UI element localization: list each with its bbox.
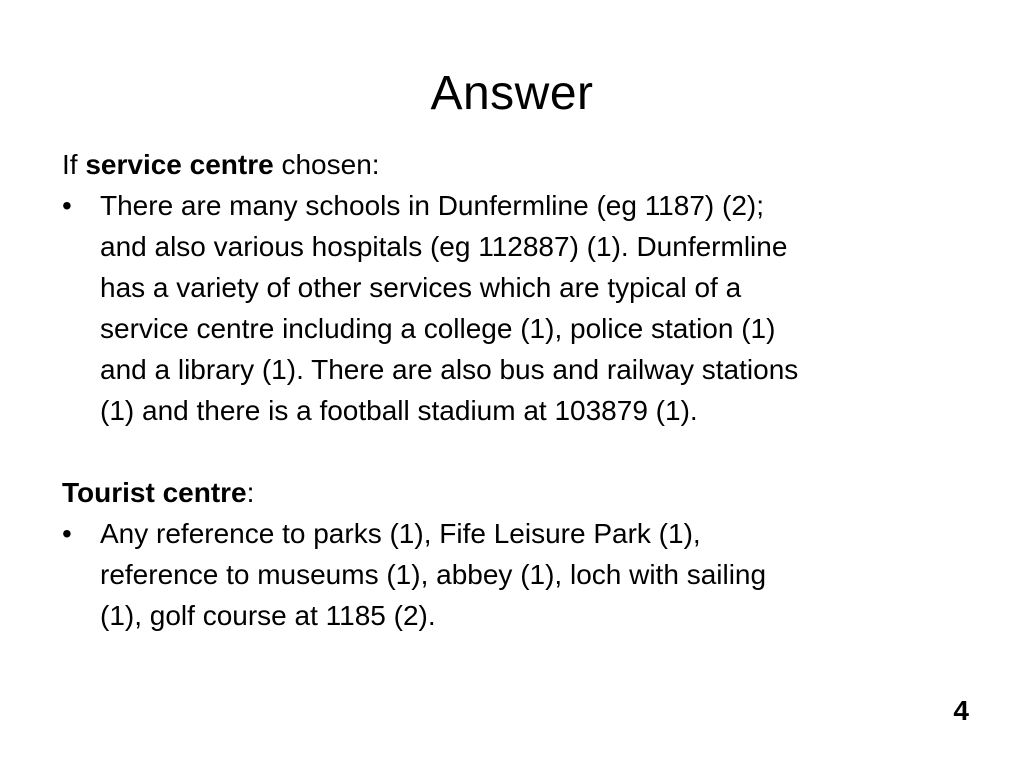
intro-bold: service centre bbox=[85, 149, 274, 180]
bullet-line: Any reference to parks (1), Fife Leisure Park (1), bbox=[100, 518, 701, 549]
bullet-line: service centre including a college (1), police station (1) bbox=[100, 313, 776, 344]
page-number: 4 bbox=[953, 695, 969, 726]
heading-bold: Tourist centre bbox=[62, 477, 247, 508]
bullet-line: There are many schools in Dunfermline (eg 1187) (2); bbox=[100, 190, 765, 221]
heading-suffix: : bbox=[246, 477, 255, 508]
bullet-line: and a library (1). There are also bus and railway stations bbox=[100, 354, 799, 385]
service-centre-intro bbox=[62, 144, 982, 185]
tourist-centre-heading bbox=[62, 472, 982, 513]
section-spacer bbox=[62, 431, 982, 472]
bullet-icon: • bbox=[62, 518, 72, 549]
slide-body bbox=[62, 144, 982, 636]
bullet-line: has a variety of other services which are typical of a bbox=[100, 272, 742, 303]
bullet-line: (1), golf course at 1185 (2). bbox=[100, 600, 436, 631]
slide-title: Answer bbox=[430, 67, 594, 120]
bullet-icon: • bbox=[62, 190, 72, 221]
service-centre-bullet bbox=[62, 185, 982, 431]
bullet-line: reference to museums (1), abbey (1), loch with sailing bbox=[100, 559, 767, 590]
bullet-line: and also various hospitals (eg 112887) (1). Dunfermline bbox=[100, 231, 788, 262]
intro-suffix: chosen: bbox=[273, 149, 380, 180]
bullet-line: (1) and there is a football stadium at 103879 (1). bbox=[100, 395, 698, 426]
intro-prefix: If bbox=[62, 149, 86, 180]
tourist-centre-bullet bbox=[62, 513, 982, 636]
